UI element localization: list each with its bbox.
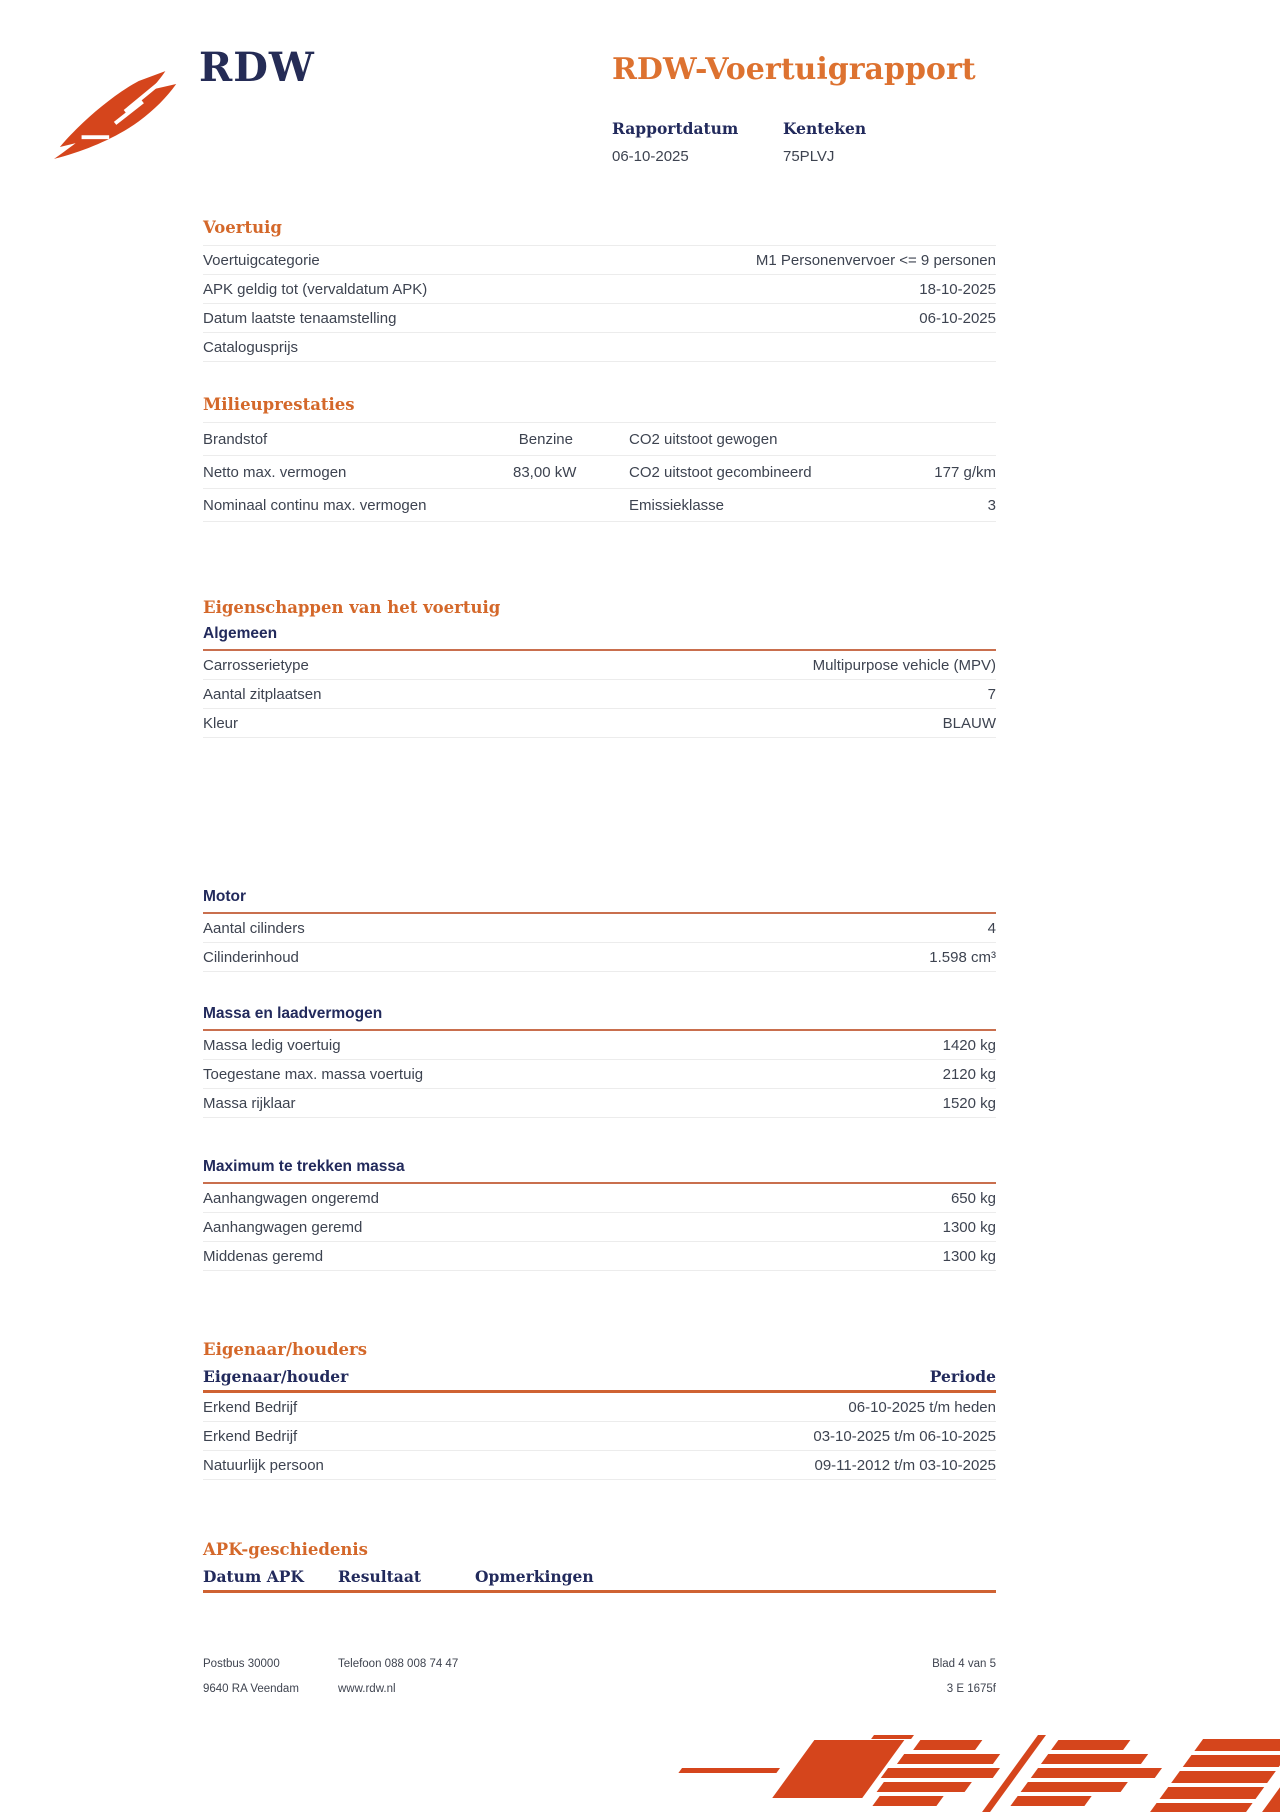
subsection-massa (203, 1005, 996, 1118)
table-row (203, 1184, 996, 1212)
rdw-swoosh-graphic (620, 1735, 1280, 1812)
row-label: Massa ledig voertuig (203, 1037, 341, 1054)
table-row (203, 914, 996, 942)
row-label: Aantal cilinders (203, 920, 305, 937)
row-value: 83,00 kW (513, 464, 577, 481)
table-row (203, 1450, 996, 1479)
column-header-apk-remarks: Opmerkingen (475, 1567, 594, 1586)
page-title: RDW-Voertuigrapport (612, 52, 976, 87)
row-label: Aanhangwagen ongeremd (203, 1190, 379, 1207)
table-row (203, 1212, 996, 1241)
row-value: 1520 kg (942, 1095, 996, 1112)
section-title: Eigenaar/houders (203, 1340, 367, 1359)
report-date-value: 06-10-2025 (612, 148, 689, 165)
license-plate-value: 75PLVJ (783, 148, 835, 165)
owner-period: 06-10-2025 t/m heden (848, 1399, 996, 1416)
row-value: 18-10-2025 (919, 281, 996, 298)
row-label: Middenas geremd (203, 1248, 324, 1265)
row-label: Catalogusprijs (203, 339, 299, 356)
section-eigenschappen (203, 598, 996, 738)
section-title: APK-geschiedenis (203, 1540, 368, 1559)
row-value: 4 (987, 920, 996, 937)
row-label: CO2 uitstoot gecombineerd (629, 464, 812, 481)
row-label: Kleur (203, 715, 239, 732)
divider (203, 1590, 996, 1593)
column-header-apk-result: Resultaat (338, 1567, 422, 1586)
owner-period: 09-11-2012 t/m 03-10-2025 (814, 1457, 996, 1474)
row-value: 3 (987, 497, 996, 514)
owner-name: Erkend Bedrijf (203, 1399, 298, 1416)
license-plate-block (783, 119, 866, 165)
row-value: Multipurpose vehicle (MPV) (812, 657, 996, 674)
section-eigenaar-houders (203, 1340, 996, 1480)
subsection-title-motor: Motor (203, 888, 247, 905)
owner-period: 03-10-2025 t/m 06-10-2025 (813, 1428, 996, 1445)
row-value: 2120 kg (942, 1066, 996, 1083)
section-title: Milieuprestaties (203, 395, 355, 414)
subsection-title-maximum: Maximum te trekken massa (203, 1158, 405, 1175)
footer-phone: Telefoon 088 008 74 47 (338, 1658, 459, 1670)
row-value: 1.598 cm³ (929, 949, 996, 966)
row-label: Carrosserietype (203, 657, 309, 674)
footer-address-line1: Postbus 30000 (203, 1658, 280, 1670)
row-value: 1300 kg (942, 1219, 996, 1236)
row-value: 1420 kg (942, 1037, 996, 1054)
row-value: 177 g/km (934, 464, 996, 481)
table-row (203, 422, 996, 455)
row-label: Aantal zitplaatsen (203, 686, 322, 703)
section-voertuig (203, 218, 996, 362)
row-value: BLAUW (942, 715, 996, 732)
table-row (203, 942, 996, 971)
row-value: 06-10-2025 (919, 310, 996, 327)
table-row (203, 303, 996, 332)
row-label: Voertuigcategorie (203, 252, 320, 269)
table-row (203, 332, 996, 361)
page-footer (203, 1658, 996, 1695)
table-row (203, 1059, 996, 1088)
row-value: 650 kg (950, 1190, 996, 1207)
table-row (203, 708, 996, 737)
report-date-block (612, 119, 738, 165)
row-label: Datum laatste tenaamstelling (203, 310, 397, 327)
row-label: Nominaal continu max. vermogen (203, 497, 427, 514)
table-row (203, 274, 996, 303)
rdw-logo-text: RDW (199, 44, 315, 91)
row-label: Cilinderinhoud (203, 949, 299, 966)
section-apk-geschiedenis (203, 1540, 996, 1593)
owner-name: Natuurlijk persoon (203, 1457, 324, 1474)
row-value: 7 (987, 686, 996, 703)
row-label: Toegestane max. massa voertuig (203, 1066, 424, 1083)
table-row (203, 455, 996, 488)
footer-page-number: Blad 4 van 5 (932, 1658, 996, 1670)
row-label: Massa rijklaar (203, 1095, 296, 1112)
row-value: 1300 kg (942, 1248, 996, 1265)
row-label: Emissieklasse (629, 497, 725, 514)
table-row (203, 245, 996, 274)
subsection-motor (203, 888, 996, 972)
license-plate-label: Kenteken (783, 119, 867, 138)
footer-form-code: 3 E 1675f (946, 1683, 996, 1695)
subsection-maximum-trekken (203, 1158, 996, 1271)
table-row (203, 1031, 996, 1059)
footer-website-link[interactable]: www.rdw.nl (338, 1683, 396, 1695)
report-date-label: Rapportdatum (612, 119, 739, 138)
table-row (203, 679, 996, 708)
footer-address-line2: 9640 RA Veendam (203, 1683, 299, 1695)
row-label: APK geldig tot (vervaldatum APK) (203, 281, 428, 298)
row-label: Brandstof (203, 431, 268, 448)
column-header-owner: Eigenaar/houder (203, 1367, 349, 1386)
row-value: Benzine (518, 431, 573, 448)
row-value: M1 Personenvervoer <= 9 personen (755, 252, 996, 269)
rdw-logo-icon (52, 68, 190, 167)
owner-name: Erkend Bedrijf (203, 1428, 298, 1445)
table-row (203, 488, 996, 521)
column-header-apk-date: Datum APK (203, 1567, 304, 1586)
table-row (203, 1241, 996, 1270)
row-label: Netto max. vermogen (203, 464, 347, 481)
table-row (203, 1393, 996, 1421)
subsection-title-massa: Massa en laadvermogen (203, 1005, 383, 1022)
row-label: CO2 uitstoot gewogen (629, 431, 778, 448)
row-label: Aanhangwagen geremd (203, 1219, 363, 1236)
table-row (203, 1088, 996, 1117)
column-header-period: Periode (929, 1367, 996, 1386)
table-row (203, 1421, 996, 1450)
section-title: Voertuig (203, 218, 282, 237)
table-row (203, 651, 996, 679)
section-milieuprestaties (203, 395, 996, 522)
section-title: Eigenschappen van het voertuig (203, 598, 501, 617)
subsection-title-algemeen: Algemeen (203, 625, 278, 642)
